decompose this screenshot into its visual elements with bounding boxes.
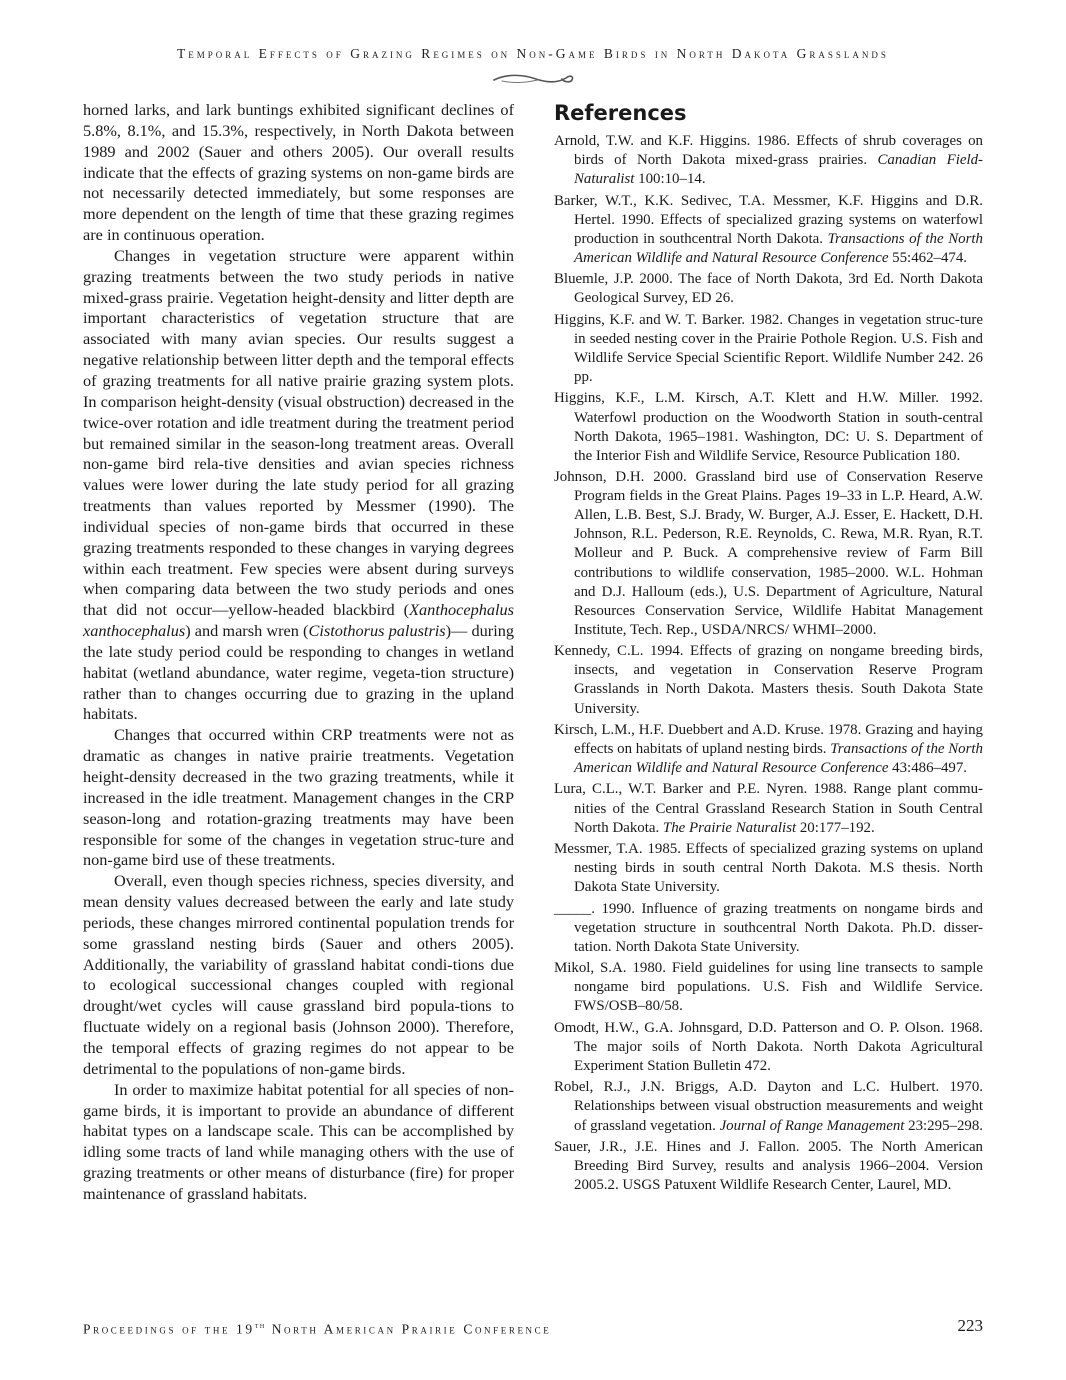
reference-item: Omodt, H.W., G.A. Johnsgard, D.D. Patterson and O. P. Olson. 1968. The major soils of North Dakota. North Dakota Agricultural Experiment Station Bulletin 472. [554,1019,983,1074]
body-paragraph: Changes that occurred within CRP treatments were not as dramatic as changes in native prairie treatments. Vegetation height-density decreased in the two grazing treatments, while it increased in the idle treatment. Management changes in the CRP season-long and rotation-grazing treatments may have been responsible for some of the changes in vegetation struc-ture and non-game bird use of these treatments. [83,725,514,870]
reference-item: Messmer, T.A. 1985. Effects of specialized grazing systems on upland nesting birds in south central North Dakota. M.S thesis. North Dakota State University. [554,841,983,896]
reference-item: Kennedy, C.L. 1994. Effects of grazing on nongame breeding birds, insects, and vegetation in Conservation Reserve Program Grasslands in North Dakota. Masters thesis. South Dakota State University. [554,643,983,717]
swash-ornament-icon [492,72,576,86]
body-paragraph: horned larks, and lark buntings exhibited significant declines of 5.8%, 8.1%, and 15.3%, respectively, in North Dakota between 1989 and 2002 (Sauer and others 2005). Our overall results indicate that the effects of grazing systems on non-game birds are not necessarily detected immediately, but some responses are more dependent on the length of time that these grazing regimes are in continuous operation. [83,100,514,245]
body-paragraph: Changes in vegetation structure were apparent within grazing treatments between the two study periods in native mixed-grass prairie. Vegetation height-density and litter depth are important characteristics of vegetation structure that are associated with many avian species. Our results suggest a negative relationship between litter depth and the temporal effects of grazing treatments for all native prairie grazing system plots. In comparison height-density (visual obstruction) decreased in the twice-over rotation and idle treatment during the treatment period but remained similar in the season-long treatment areas. Overall non-game bird rela-tive densities and avian species richness values were lower during the late study period for all grazing treatments than values reported by Messmer (1990). The individual species of non-game birds that occurred in these grazing treatments responded to these changes in varying degrees within each treatment. Few species were absent during surveys when comparing data between the two study periods and ones that did not occur—yellow-headed blackbird (Xanthocephalus xanthocephalus) and marsh wren (Cistothorus palustris)— during the late study period could be responding to changes in wetland habitat (wetland abundance, water regime, vegeta-tion structure) rather than to changes occurring due to grazing in the upland habitats. [83,245,515,724]
reference-item: Barker, W.T., K.K. Sedivec, T.A. Messmer, K.F. Higgins and D.R. Hertel. 1990. Effects of specialized grazing systems on waterfowl production in southcentral North Dakota. Transactions of the North American Wildlife and Natural Resource Conference 55:462–474. [554,192,983,266]
page-number: 223 [957,1316,983,1335]
reference-item: Lura, C.L., W.T. Barker and P.E. Nyren. 1988. Range plant commu-nities of the Central Grassland Research Station in South Central North Dakota. The Prairie Naturalist 20:177–192. [554,781,983,836]
running-head: Temporal Effects of Grazing Regimes on Non-Game Birds in North Dakota Grasslands [177,46,889,61]
body-paragraph: In order to maximize habitat potential for all species of non-game birds, it is important to provide an abundance of different habitat types on a landscape scale. This can be accomplished by idling some tracts of land while managing others with the use of grazing treatments or other means of disturbance (fire) for proper maintenance of grassland habitats. [83,1079,514,1203]
reference-item: Bluemle, J.P. 2000. The face of North Dakota, 3rd Ed. North Dakota Geological Survey, ED 26. [554,271,983,307]
reference-item: Johnson, D.H. 2000. Grassland bird use of Conservation Reserve Program fields in the Great Plains. Pages 19–33 in L.P. Heard, A.W. Allen, L.B. Best, S.J. Brady, W. Burger, A.J. Esser, E. Hackett, D.H. Johnson, R.L. Pederson, R.E. Reynolds, C. Rewa, M.R. Ryan, R.T. Molleur and P. Buck. A comprehensive review of Farm Bill contributions to wildlife conservation, 1985–2000. W.L. Hohman and D.J. Halloum (eds.), U.S. Department of Agriculture, Natural Resources Conservation Service, Wildlife Habitat Management Institute, Tech. Rep., USDA/NRCS/ WHMI–2000. [554,469,983,638]
body-paragraph: Overall, even though species richness, species diversity, and mean density values decreased between the early and late study periods, these changes mirrored continental population trends for some grassland nesting birds (Sauer and others 2005). Additionally, the variability of grassland habitat condi-tions due to ecological successional changes coupled with regional drought/wet cycles will cause grassland bird popula-tions to fluctuate widely on a regional basis (Johnson 2000). Therefore, the temporal effects of grazing regimes do not appear to be detrimental to the populations of non-game birds. [83,871,514,1078]
reference-item: Arnold, T.W. and K.F. Higgins. 1986. Effects of shrub coverages on birds of North Dakota mixed-grass prairies. Canadian Field-Naturalist 100:10–14. [554,133,983,188]
reference-item: Kirsch, L.M., H.F. Duebbert and A.D. Kruse. 1978. Grazing and haying effects on habitats of upland nesting birds. Transactions of the North American Wildlife and Natural Resource Conference 43:486–497. [554,721,983,777]
reference-item: Higgins, K.F., L.M. Kirsch, A.T. Klett and H.W. Miller. 1992. Waterfowl production on the Woodworth Station in south-central North Dakota, 1965–1981. Washington, DC: U. S. Department of the Interior Fish and Wildlife Service, Resource Publication 180. [554,390,983,464]
body-column [83,100,514,1205]
footer-prefix: Proceedings of the 19 [83,1321,255,1337]
reference-item: _____. 1990. Influence of grazing treatments on nongame birds and vegetation structure in southcentral North Dakota. Ph.D. disser-tation. North Dakota State University. [554,900,983,955]
references-column [554,100,983,1198]
reference-item: Sauer, J.R., J.E. Hines and J. Fallon. 2005. The North American Breeding Bird Survey, results and analysis 1966–2004. Version 2005.2. USGS Patuxent Wildlife Research Center, Laurel, MD. [554,1138,983,1194]
footer-suffix: North American Prairie Conference [265,1321,552,1337]
reference-item: Robel, R.J., J.N. Briggs, A.D. Dayton and L.C. Hulbert. 1970. Relationships between visual obstruction measurements and weight of grassland vegetation. Journal of Range Management 23:295–298. [554,1079,984,1134]
footer-ordinal: th [254,1320,266,1330]
references-heading: References [554,101,687,125]
footer-proceedings [83,1320,551,1338]
reference-item: Mikol, S.A. 1980. Field guidelines for using line transects to sample nongame bird populations. U.S. Fish and Wildlife Service. FWS/OSB–80/58. [554,960,983,1015]
reference-item: Higgins, K.F. and W. T. Barker. 1982. Changes in vegetation struc-ture in seeded nesting cover in the Prairie Pothole Region. U.S. Fish and Wildlife Service Special Scientific Report. Wildlife Number 242. 26 pp. [554,311,983,386]
